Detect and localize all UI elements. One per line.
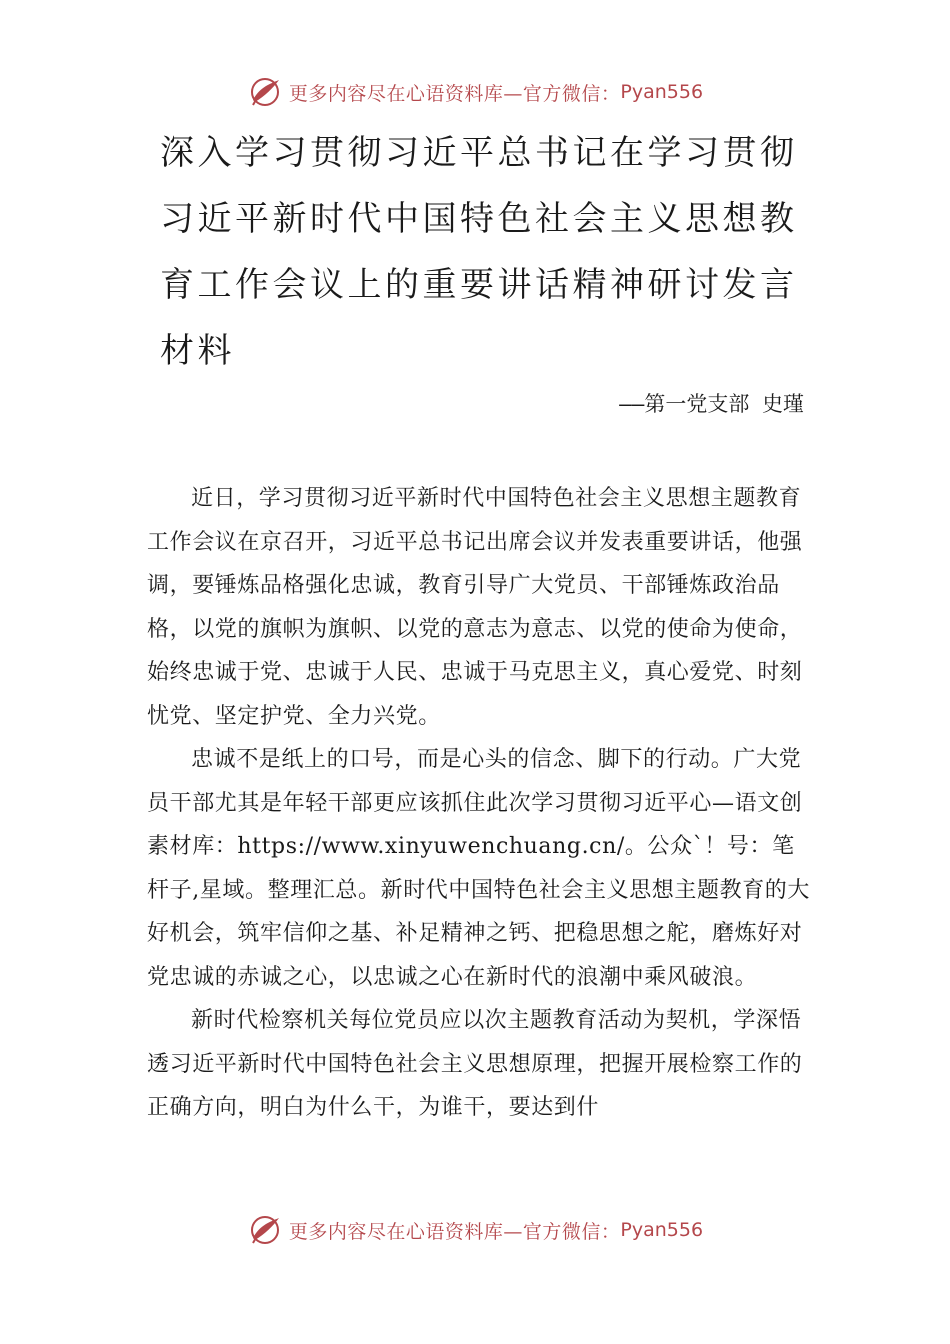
- banner-wechat-id: Pyan556: [620, 81, 704, 103]
- header-banner: [0, 70, 950, 114]
- banner-text: 更多内容尽在心语资料库—官方微信：: [288, 82, 621, 105]
- paragraph-3: 新时代检察机关每位党员应以次主题教育活动为契机，学深悟透习近平新时代中国特色社会主义思想原理，把握开展检察工作的正确方向，明白为什么干，为谁干，要达到什: [147, 1008, 803, 1120]
- document-title: 深入学习贯彻习近平总书记在学习贯彻习近平新时代中国特色社会主义思想教育工作会议上的重要讲话精神研讨发言材料: [160, 133, 798, 371]
- brush-logo-icon: [247, 74, 283, 110]
- footer-banner: [0, 1208, 950, 1252]
- paragraph-2: 忠诚不是纸上的口号，而是心头的信念、脚下的行动。广大党员干部尤其是年轻干部更应该抓住此次学习贯彻习近平心—语文创素材库：https://www.xinyuwenchuang.cn/。公众`！号：笔杆子,星域。整理汇总。新时代中国特色社会主义思想主题教育的大好机会，筑牢信仰之基、补足精神之钙、把稳思想之舵，磨炼好对党忠诚的赤诚之心，以忠诚之心在新时代的浪潮中乘风破浪。: [147, 747, 810, 990]
- document-body: [147, 477, 817, 1130]
- banner-wechat-id: Pyan556: [620, 1219, 704, 1241]
- document-author: ——第一党支部 史瑾: [619, 392, 804, 416]
- paragraph-1: 近日，学习贯彻习近平新时代中国特色社会主义思想主题教育工作会议在京召开，习近平总书记出席会议并发表重要讲话，他强调，要锤炼品格强化忠诚，教育引导广大党员、干部锤炼政治品格，以党的旗帜为旗帜、以党的意志为意志、以党的使命为使命，始终忠诚于党、忠诚于人民、忠诚于马克思主义，真心爱党、时刻忧党、坚定护党、全力兴党。: [147, 486, 803, 729]
- brush-logo-icon: [247, 1212, 283, 1248]
- banner-text: 更多内容尽在心语资料库—官方微信：: [288, 1220, 621, 1243]
